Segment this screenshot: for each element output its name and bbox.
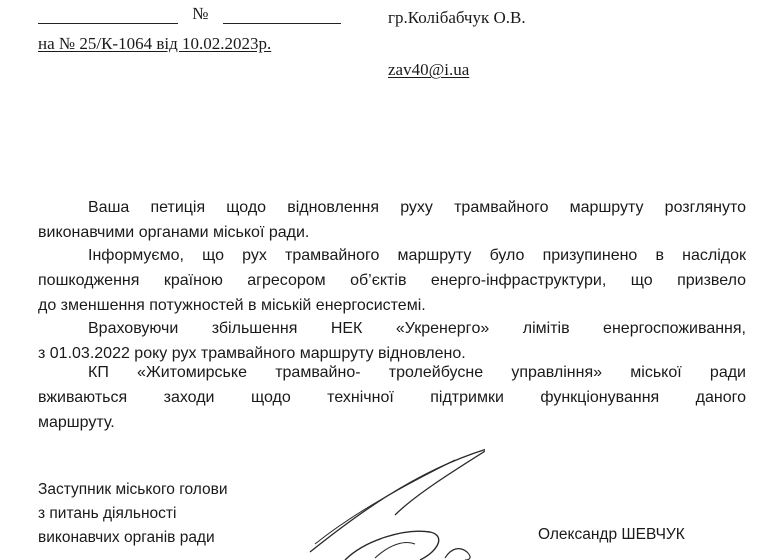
signer-title-line: виконавчих органів ради bbox=[38, 529, 215, 546]
handwritten-signature bbox=[255, 440, 485, 560]
paragraph-line: маршруту. bbox=[38, 414, 115, 431]
paragraph-enterprise bbox=[38, 360, 746, 435]
paragraph-line: Ваша петиція щодо відновлення руху трамвайного маршруту розглянуто bbox=[88, 199, 746, 216]
recipient-name: гр.Колібабчук О.В. bbox=[388, 8, 526, 27]
paragraph-line: до зменшення потужностей в міській енергосистемі. bbox=[38, 297, 426, 314]
number-symbol: № bbox=[192, 4, 209, 23]
paragraph-line: КП «Житомирське трамвайно- тролейбусне управління» міської ради bbox=[88, 364, 746, 381]
paragraph-petition bbox=[38, 195, 746, 245]
recipient-email[interactable]: zav40@i.ua bbox=[388, 60, 470, 79]
signer-title-line: з питань діяльності bbox=[38, 505, 177, 522]
paragraph-line: з 01.03.2022 року рух трамвайного маршруту відновлено. bbox=[38, 345, 466, 362]
date-blank bbox=[38, 8, 178, 24]
paragraph-line: виконавчими органами міської ради. bbox=[38, 224, 310, 241]
paragraph-line: Враховуючи збільшення НЕК «Укренергo» лімітів енергоспоживання, bbox=[88, 320, 746, 337]
signer-title bbox=[38, 478, 228, 550]
paragraph-line: вживаються заходи щодо технічної підтримки функціонування даного bbox=[38, 389, 746, 406]
reference-line: на № 25/К-1064 від 10.02.2023р. bbox=[38, 34, 272, 53]
paragraph-inform bbox=[38, 243, 746, 318]
paragraph-line: пошкодження країною агресором об’єктів енерго-інфраструктури, що призвело bbox=[38, 272, 746, 289]
paragraph-limits bbox=[38, 316, 746, 366]
paragraph-line: Інформуємо, що рух трамвайного маршруту було призупинено в наслідок bbox=[88, 247, 746, 264]
signer-title-line: Заступник міського голови bbox=[38, 481, 228, 498]
number-blank bbox=[223, 8, 341, 24]
outgoing-number-line bbox=[38, 4, 341, 24]
signer-name: Олександр ШЕВЧУК bbox=[538, 526, 685, 543]
